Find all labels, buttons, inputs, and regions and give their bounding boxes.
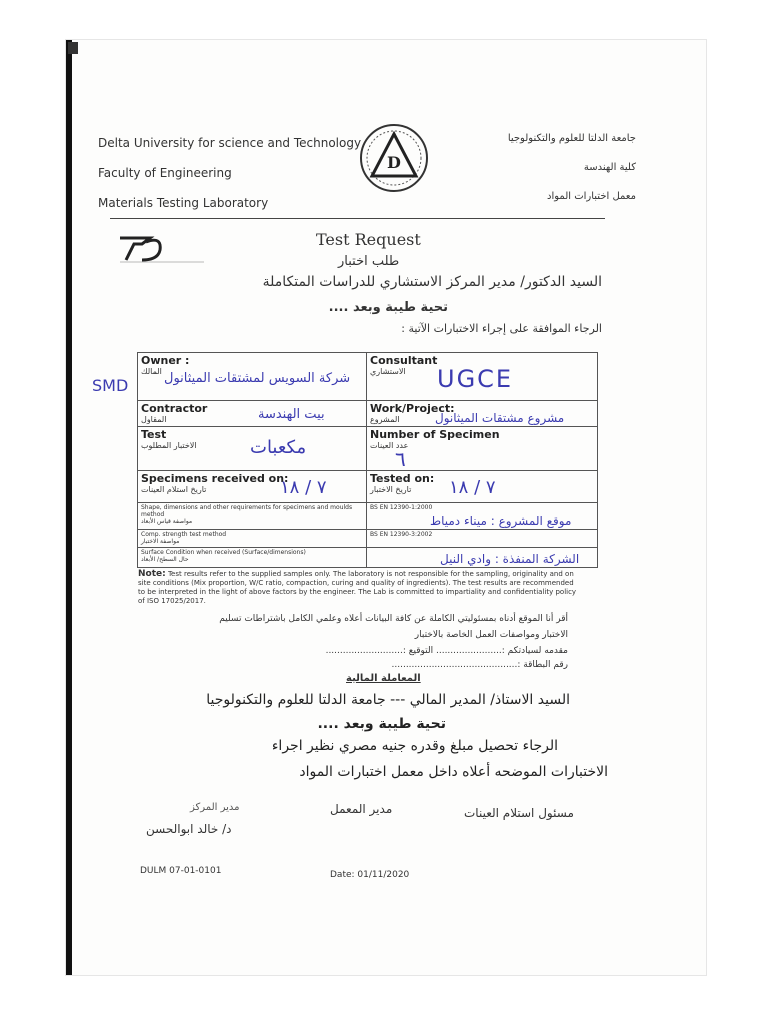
header-english [98, 128, 361, 218]
project-value: مشروع مشتقات الميثانول [435, 411, 565, 425]
faculty-name-en: Faculty of Engineering [98, 166, 232, 180]
test-label: Test [141, 428, 167, 441]
finance-line-2: الاختبارات الموضحه أعلاه داخل معمل اختبارات المواد [299, 764, 608, 780]
header-arabic [486, 124, 636, 211]
small-university-logo [116, 230, 206, 264]
owner-cell [138, 353, 367, 401]
document-date: Date: 01/11/2020 [330, 870, 410, 880]
comp-standard: BS EN 12390-3:2002 [370, 531, 433, 538]
comp-label: Comp. strength test method [141, 531, 227, 538]
received-label-ar: تاريخ استلام العينات [141, 485, 207, 494]
project-label-ar: المشروع [370, 415, 400, 424]
received-label: Specimens received on: [141, 472, 289, 485]
shape-cell [138, 503, 367, 530]
tested-label: Tested on: [370, 472, 435, 485]
intro-request: الرجاء الموافقة على إجراء الاختبارات الآتية : [401, 322, 602, 335]
note-head: Note: [138, 569, 166, 579]
specimens-label-ar: عدد العينات [370, 441, 409, 450]
lab-name-en: Materials Testing Laboratory [98, 196, 269, 210]
university-name-en: Delta University for science and Technology [98, 136, 362, 150]
declaration-line-2: الاختبار ومواصفات العمل الخاصة بالاختبار [414, 630, 568, 640]
specimens-label: Number of Specimen [370, 428, 500, 441]
contractor-label-ar: المقاول [141, 415, 167, 424]
form-title-ar: طلب اختبار [338, 254, 400, 269]
project-site-note: موقع المشروع : ميناء دمياط [430, 514, 572, 528]
finance-title: المعاملة المالية [346, 673, 421, 684]
tested-label-ar: تاريخ الاختبار [370, 485, 412, 494]
scan-corner-mark [68, 42, 78, 54]
declaration-line-1: أقر أنا الموقع أدناه بمسئوليتي الكاملة عن كافة البيانات أعلاه وعلمي الكامل باشتراطات تسليم [219, 614, 568, 624]
signature-center-name: د/ خالد ابوالحسن [146, 822, 232, 836]
margin-note: SMD [92, 376, 129, 395]
company-note: الشركة المنفذة : وادي النيل [440, 552, 580, 566]
signature-receiver: مسئول استلام العينات [464, 806, 574, 820]
project-cell [367, 401, 598, 427]
comp-cell [138, 530, 367, 548]
project-label: Work/Project: [370, 402, 455, 415]
finance-addressee: السيد الاستاذ/ المدير المالي --- جامعة الدلتا للعلوم والتكنولوجيا [206, 692, 570, 708]
test-cell [138, 427, 367, 471]
owner-label-ar: المالك [141, 367, 162, 376]
shape-label-ar: مواصفة قياس الأبعاد [141, 518, 193, 525]
specimens-value: ٦ [395, 447, 406, 471]
test-label-ar: الاختبار المطلوب [141, 441, 197, 450]
surface-label: Surface Condition when received (Surface/dimensions) [141, 549, 306, 556]
signature-lab-manager: مدير المعمل [330, 802, 393, 816]
comp-standard-cell [367, 530, 598, 548]
contractor-cell [138, 401, 367, 427]
university-logo [358, 122, 430, 194]
tested-value: ٧ / ١٨ [449, 477, 496, 498]
disclaimer-note [138, 570, 578, 606]
specimens-cell [367, 427, 598, 471]
surface-label-ar: حال السطح/ الأبعاد [141, 556, 189, 563]
note-text: Test results refer to the supplied samples only. The laboratory is not responsible for the sampling, originality and on site conditions (Mix proportion, W/C ratio, compaction, curing and quality of ingredients). The test results are recommended to be interpreted in the light of above factors by the engineer. The Lab is committed to impartiality and confidentiality policy of ISO 17025/2017. [138, 570, 577, 605]
tested-cell [367, 471, 598, 503]
shape-label: Shape, dimensions and other requirements for specimens and moulds method [141, 504, 353, 518]
shape-standard: BS EN 12390-1:2000 [370, 504, 433, 511]
intro-addressee: السيد الدكتور/ مدير المركز الاستشاري للدراسات المتكاملة [262, 274, 602, 290]
test-value: مكعبات [250, 437, 307, 458]
received-value: ٧ / ١٨ [280, 477, 327, 498]
consultant-label-ar: الاستشاري [370, 367, 406, 376]
faculty-name-ar: كلية الهندسة [583, 162, 636, 173]
university-name-ar: جامعة الدلتا للعلوم والتكنولوجيا [507, 133, 636, 144]
contractor-value: بيت الهندسة [258, 407, 325, 422]
signature-center-manager: مدير المركز [190, 802, 240, 813]
contractor-label: Contractor [141, 402, 208, 415]
document-code: DULM 07-01-0101 [140, 866, 222, 876]
consultant-value: UGCE [437, 365, 514, 393]
declaration-line-4: رقم البطاقة :............................................ [391, 660, 568, 670]
consultant-label: Consultant [370, 354, 438, 367]
declaration-line-3: مقدمه لسيادتكم :....................... التوقيع :........................... [325, 646, 568, 656]
finance-line-1: الرجاء تحصيل مبلغ وقدره جنيه مصري نظير اجراء [271, 738, 558, 754]
svg-text:D: D [387, 153, 401, 172]
header-divider [110, 218, 605, 219]
intro-greeting: تحية طيبة وبعد .... [328, 300, 448, 315]
owner-value: شركة السويس لمشتقات الميثانول [164, 371, 351, 386]
lab-name-ar: معمل اختبارات المواد [547, 191, 636, 202]
received-cell [138, 471, 367, 503]
owner-label: Owner : [141, 354, 190, 367]
consultant-cell [367, 353, 598, 401]
form-title-en: Test Request [316, 230, 421, 249]
test-request-table [137, 352, 598, 568]
comp-label-ar: مواصفة الاختبار [141, 538, 180, 545]
surface-cell [138, 548, 367, 568]
finance-greeting: تحية طيبة وبعد .... [317, 716, 446, 732]
